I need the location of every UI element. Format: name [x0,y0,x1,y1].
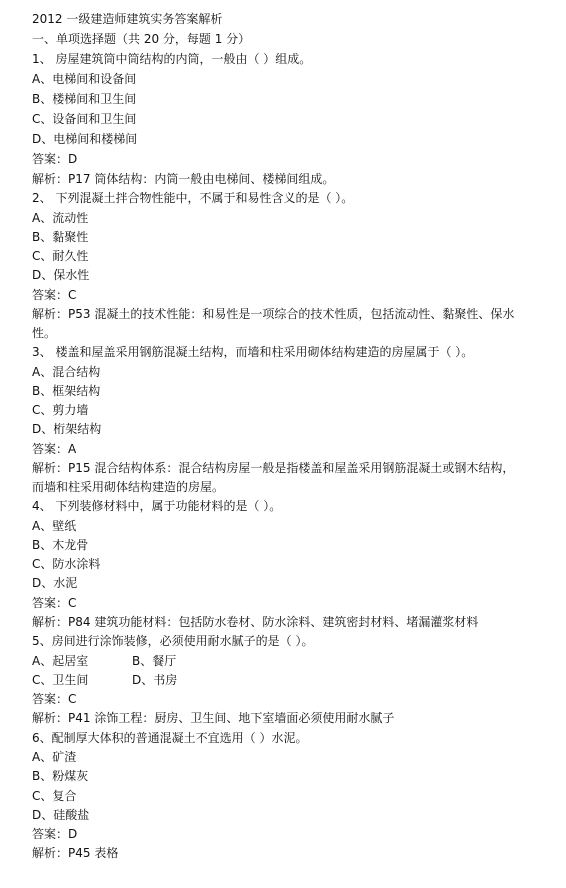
q6-answer: 答案：D [32,827,78,841]
q6-stem: 6、配制厚大体积的普通混凝土不宜选用（ ）水泥。 [32,731,308,745]
q5-option-b: B、餐厅 [132,654,177,668]
q5-option-d: D、书房 [132,673,178,687]
q5-options-row2 [32,671,556,689]
q6-analysis: 解析：P45 表格 [32,846,119,860]
section-heading: 一、单项选择题（共 20 分，每题 1 分） [32,32,251,46]
q2-option-b: B、黏聚性 [32,230,89,244]
q4-analysis: 解析：P84 建筑功能材料：包括防水卷材、防水涂料、建筑密封材料、堵漏灌浆材料 [32,615,479,629]
q1-option-a: A、电梯间和设备间 [32,72,137,86]
q5-stem: 5、房间进行涂饰装修，必须使用耐水腻子的是（ ）。 [32,634,314,648]
q6-option-d: D、硅酸盐 [32,808,90,822]
q1-option-c: C、设备间和卫生间 [32,112,137,126]
q3-option-b: B、框架结构 [32,384,101,398]
q2-option-d: D、保水性 [32,268,90,282]
q2-analysis-line2: 性。 [32,326,57,340]
q3-option-c: C、剪力墙 [32,403,89,417]
q5-analysis: 解析：P41 涂饰工程：厨房、卫生间、地下室墙面必须使用耐水腻子 [32,711,395,725]
q3-option-a: A、混合结构 [32,365,101,379]
q4-answer: 答案：C [32,596,77,610]
q2-option-c: C、耐久性 [32,249,89,263]
q3-analysis-line2: 而墙和柱采用砌体结构建造的房屋。 [32,480,225,494]
q5-option-c: C、卫生间 [32,673,89,687]
q1-option-d: D、电梯间和楼梯间 [32,132,138,146]
q2-answer: 答案：C [32,288,77,302]
doc-title: 2012 一级建造师建筑实务答案解析 [32,12,223,26]
q3-option-d: D、桁架结构 [32,422,102,436]
q3-analysis-line1: 解析：P15 混合结构体系：混合结构房屋一般是指楼盖和屋盖采用钢筋混凝土或钢木结构， [32,461,515,475]
q3-answer: 答案：A [32,442,77,456]
q2-stem: 2、 下列混凝土拌合物性能中，不属于和易性含义的是（ ）。 [32,191,354,205]
q1-stem: 1、 房屋建筑筒中筒结构的内筒，一般由（ ）组成。 [32,52,312,66]
q5-options-row1 [32,652,556,670]
q2-option-a: A、流动性 [32,211,89,225]
q4-option-b: B、木龙骨 [32,538,89,552]
q1-answer: 答案：D [32,152,78,166]
q4-option-a: A、壁纸 [32,519,77,533]
q5-option-a: A、起居室 [32,654,89,668]
q4-option-c: C、防水涂料 [32,557,101,571]
q6-option-c: C、复合 [32,789,77,803]
q6-option-b: B、粉煤灰 [32,769,89,783]
q6-option-a: A、矿渣 [32,750,77,764]
q1-option-b: B、楼梯间和卫生间 [32,92,137,106]
q4-stem: 4、 下列装修材料中，属于功能材料的是（ ）。 [32,499,282,513]
q1-analysis: 解析：P17 筒体结构：内筒一般由电梯间、楼梯间组成。 [32,172,335,186]
q3-stem: 3、 楼盖和屋盖采用钢筋混凝土结构，而墙和柱采用砌体结构建造的房屋属于（ ）。 [32,345,474,359]
q2-analysis-line1: 解析：P53 混凝土的技术性能：和易性是一项综合的技术性质，包括流动性、黏聚性、保水 [32,307,515,321]
q4-option-d: D、水泥 [32,576,78,590]
q5-answer: 答案：C [32,692,77,706]
